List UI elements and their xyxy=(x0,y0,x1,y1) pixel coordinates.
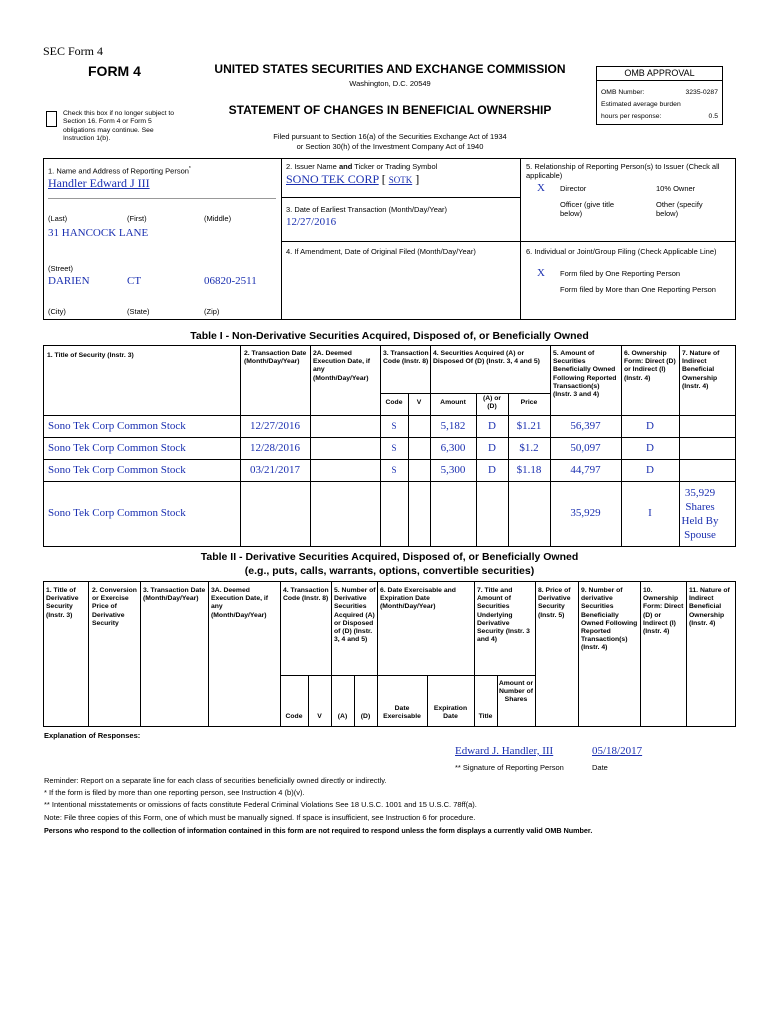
box6-label: 6. Individual or Joint/Group Filing (Check Applicable Line) xyxy=(526,247,717,256)
t1-h2: 2. Transaction Date (Month/Day/Year) xyxy=(244,350,307,366)
signature-name: Edward J. Handler, III xyxy=(455,745,554,757)
more-persons-label: Form filed by More than One Reporting Person xyxy=(560,285,716,294)
box2-label: 2. Issuer Name and Ticker or Trading Symbol xyxy=(286,162,438,171)
row-price: $1.2 xyxy=(519,442,539,454)
t2-date-exercisable: Date Exercisable xyxy=(383,705,421,721)
t1-amount: Amount xyxy=(440,399,466,406)
row-form: I xyxy=(648,507,652,519)
omb-number-label: OMB Number: xyxy=(601,89,645,96)
omb-title: OMB APPROVAL xyxy=(597,67,722,81)
t2-title: Title xyxy=(478,713,493,720)
note-omb: Persons who respond to the collection of information contained in this form are not required to respond unless the form displays a currently valid OMB Number. xyxy=(44,826,593,835)
top-label: SEC Form 4 xyxy=(43,44,104,58)
middle-label: (Middle) xyxy=(204,214,232,223)
t1-h1: 1. Title of Security (Instr. 3) xyxy=(47,352,134,359)
agency-name: UNITED STATES SECURITIES AND EXCHANGE COMMISSION xyxy=(214,62,566,76)
t2-h4: 4. Transaction Code (Instr. 8) xyxy=(283,587,329,603)
form-label: FORM 4 xyxy=(88,63,141,79)
officer-label: Officer (give title below) xyxy=(560,200,615,218)
signature-date: 05/18/2017 xyxy=(592,745,643,757)
t2-amount-shares: Amount or Number of Shares xyxy=(498,680,534,704)
t2-h6: 6. Date Exercisable and Expiration Date (Month/Day/Year) xyxy=(380,587,456,611)
t1-v: V xyxy=(416,399,422,406)
row-form: D xyxy=(646,442,654,454)
row-date: 03/21/2017 xyxy=(249,464,301,476)
row-code: S xyxy=(391,465,397,475)
ticker-bracket-open: [ xyxy=(381,172,386,186)
row-date: 12/27/2016 xyxy=(249,420,301,432)
ten-pct-owner-label: 10% Owner xyxy=(656,184,696,193)
row-price: $1.21 xyxy=(516,420,542,432)
row-owned: 50,097 xyxy=(570,442,601,454)
t2-h8: 8. Price of Derivative Security (Instr. 5) xyxy=(538,587,571,619)
t1-h3: 3. Transaction Code (Instr. 8) xyxy=(383,350,429,366)
t2-h11: 11. Nature of Indirect Beneficial Ownership (Instr. 4) xyxy=(689,587,730,627)
zip-label: (Zip) xyxy=(204,307,220,316)
t1-h4: 4. Securities Acquired (A) or Disposed Of (D) (Instr. 3, 4 and 5) xyxy=(433,350,540,366)
one-person-label: Form filed by One Reporting Person xyxy=(560,269,681,278)
street-value: 31 HANCOCK LANE xyxy=(48,227,149,239)
row-form: D xyxy=(646,464,654,476)
omb-burden-label: Estimated average burden xyxy=(601,101,681,108)
row-ad: D xyxy=(488,442,496,454)
signature-label: ** Signature of Reporting Person xyxy=(455,763,564,772)
t1-h5: 5. Amount of Securities Beneficially Owned Following Reported Transaction(s) (Instr. 3 and 4) xyxy=(553,350,617,399)
row-date: 12/28/2016 xyxy=(249,442,301,454)
t2-h5: 5. Number of Derivative Securities Acquired (A) or Disposed of (D) (Instr. 3, 4 and 5) xyxy=(334,587,376,644)
table1-title: Table I - Non-Derivative Securities Acquired, Disposed of, or Beneficially Owned xyxy=(190,330,589,342)
street-label: (Street) xyxy=(48,264,74,273)
note-reminder: Reminder: Report on a separate line for each class of securities beneficially owned directly or indirectly. xyxy=(44,776,387,785)
issuer-name: SONO TEK CORP xyxy=(286,172,379,186)
table2-title: Table II - Derivative Securities Acquired, Disposed of, or Beneficially Owned xyxy=(200,551,579,563)
note-multiple-persons: * If the form is filed by more than one reporting person, see Instruction 4 (b)(v). xyxy=(44,788,305,797)
t2-h7: 7. Title and Amount of Securities Underlying Derivative Security (Instr. 3 and 4) xyxy=(477,587,530,644)
t1-h6: 6. Ownership Form: Direct (D) or Indirect (I) (Instr. 4) xyxy=(624,350,676,382)
t1-code: Code xyxy=(385,399,403,406)
t2-h3a: 3A. Deemed Execution Date, if any (Month/Day/Year) xyxy=(211,587,269,619)
note-misstatements: ** Intentional misstatements or omissions of facts constitute Federal Criminal Violations See 18 U.S.C. 1001 and 15 U.S.C. 78ff(a). xyxy=(44,800,477,809)
one-person-x: X xyxy=(537,267,545,279)
row-title: Sono Tek Corp Common Stock xyxy=(48,442,186,454)
t2-v: V xyxy=(317,713,322,720)
row-code: S xyxy=(391,443,397,453)
row-title: Sono Tek Corp Common Stock xyxy=(48,464,186,476)
table2-subtitle: (e.g., puts, calls, warrants, options, convertible securities) xyxy=(244,565,535,577)
zip-value: 06820-2511 xyxy=(204,275,257,287)
explanation-label: Explanation of Responses: xyxy=(44,731,141,740)
omb-number: 3235-0287 xyxy=(685,89,718,96)
checkbox-instruction: Check this box if no longer subject to Section 16. Form 4 or Form 5 obligations may continue. See Instruction 1(b). xyxy=(63,110,175,142)
t2-h10: 10. Ownership Form: Direct (D) or Indirect (I) (Instr. 4) xyxy=(643,587,684,636)
t2-h2: 2. Conversion or Exercise Price of Derivative Security xyxy=(92,587,137,627)
date-label: Date xyxy=(592,763,608,772)
box1-label: 1. Name and Address of Reporting Person* xyxy=(48,166,191,176)
box5-label: 5. Relationship of Reporting Person(s) to Issuer (Check all applicable) xyxy=(526,162,720,180)
row-amount: 5,182 xyxy=(440,420,466,432)
omb-hours: 0.5 xyxy=(708,113,718,120)
t1-aord: (A) or (D) xyxy=(482,395,502,411)
director-label: Director xyxy=(560,184,587,193)
director-x: X xyxy=(537,182,545,194)
issuer-line xyxy=(286,172,419,187)
t1-price: Price xyxy=(520,399,538,406)
note-copies: Note: File three copies of this Form, one of which must be manually signed. If space is insufficient, see Instruction 6 for procedure. xyxy=(44,813,476,822)
reporting-person-name: Handler Edward J III xyxy=(48,176,150,190)
t2-a: (A) xyxy=(337,713,348,720)
row-title: Sono Tek Corp Common Stock xyxy=(48,507,186,519)
last-label: (Last) xyxy=(48,214,68,223)
t2-expiration: Expiration Date xyxy=(433,705,468,721)
t2-h1: 1. Title of Derivative Security (Instr. 3) xyxy=(46,587,79,619)
t2-code: Code xyxy=(285,713,303,720)
t1-h2a: 2A. Deemed Execution Date, if any (Month/Day/Year) xyxy=(313,350,371,382)
row-amount: 6,300 xyxy=(440,442,466,454)
row-form: D xyxy=(646,420,654,432)
filed-pursuant-line2: or Section 30(h) of the Investment Company Act of 1940 xyxy=(296,142,484,151)
row-code: S xyxy=(391,421,397,431)
ticker-symbol: SOTK xyxy=(388,175,413,185)
row-owned: 44,797 xyxy=(570,464,601,476)
earliest-transaction-date: 12/27/2016 xyxy=(286,216,337,228)
filed-pursuant-line1: Filed pursuant to Section 16(a) of the Securities Exchange Act of 1934 xyxy=(273,132,507,141)
city-value: DARIEN xyxy=(48,275,90,287)
row-amount: 5,300 xyxy=(440,464,466,476)
t2-d: (D) xyxy=(360,713,371,720)
state-value: CT xyxy=(127,275,142,287)
no-longer-subject-checkbox[interactable] xyxy=(46,111,57,127)
first-label: (First) xyxy=(127,214,147,223)
t1-h7: 7. Nature of Indirect Beneficial Ownership (Instr. 4) xyxy=(682,350,720,390)
row-price: $1.18 xyxy=(516,464,542,476)
row-owned: 56,397 xyxy=(570,420,601,432)
t2-h9: 9. Number of derivative Securities Beneficially Owned Following Reported Transaction(s) (Instr. 4) xyxy=(581,587,638,652)
row-ad: D xyxy=(488,420,496,432)
t2-h3: 3. Transaction Date (Month/Day/Year) xyxy=(143,587,206,603)
other-label: Other (specify below) xyxy=(656,200,703,218)
box3-label: 3. Date of Earliest Transaction (Month/Day/Year) xyxy=(286,205,448,214)
box4-label: 4. If Amendment, Date of Original Filed (Month/Day/Year) xyxy=(286,247,476,256)
row-nature: 35,929 Shares Held By Spouse xyxy=(681,487,719,541)
city-label: (City) xyxy=(48,307,66,316)
statement-title: STATEMENT OF CHANGES IN BENEFICIAL OWNERSHIP xyxy=(228,103,552,117)
row-title: Sono Tek Corp Common Stock xyxy=(48,420,186,432)
ticker-bracket-close: ] xyxy=(415,172,420,186)
row-owned: 35,929 xyxy=(570,507,601,519)
omb-hours-label: hours per response: xyxy=(601,113,662,120)
agency-address: Washington, D.C. 20549 xyxy=(349,79,431,88)
row-ad: D xyxy=(488,464,496,476)
state-label: (State) xyxy=(127,307,150,316)
